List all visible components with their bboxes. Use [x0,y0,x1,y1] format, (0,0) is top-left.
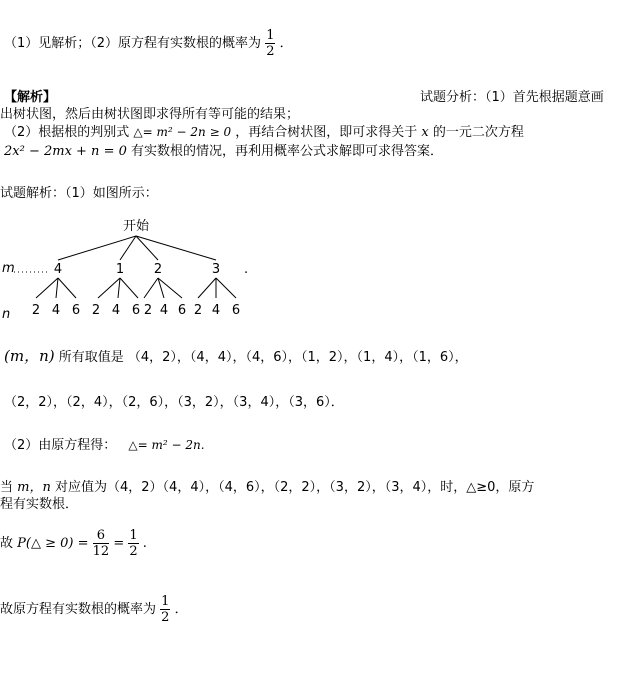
svg-text:6: 6 [71,303,81,318]
svg-text:2: 2 [193,303,203,318]
svg-text:6: 6 [177,303,187,318]
analysis-right-head: 试题分析：（1）首先根据题意画 [420,90,604,105]
answer-prefix: （1）见解析；（2）原方程有实数根的概率为 [4,36,262,51]
svg-text:4: 4 [111,303,121,318]
tree-edge [120,236,136,260]
final-line: 故原方程有实数根的概率为 $\frac{1}{2}$ ． [0,594,188,625]
answer-line [4,28,293,59]
analysis-line1: 出树状图，然后由树状图即求得所有等可能的结果； [0,107,300,122]
tree-edge [58,236,136,260]
analysis-line3: 2x² − 2mx + n = 0 有实数根的情况，再利用概率公式求解即可求得答案． [4,144,444,159]
pairs-line2: （2，2），（2，4），（2，6），（3，2），（3，4），（3，6）． [4,395,344,410]
svg-text:4: 4 [211,303,221,318]
analysis-label: 【解析】 [4,90,57,105]
analysis-line2: （2）根据根的判别式 △= m² − 2n ≥ 0 ，再结合树状图，即可求得关于 x 的一元二次方程 [4,125,524,140]
answer-fraction: $\frac{1}{2}$ [266,28,275,59]
solution-intro: 试题解析：（1）如图所示： [0,186,158,201]
tree-branches [36,278,236,298]
discriminant-math: △= m² − 2n ≥ 0 [133,125,232,139]
svg-text:4: 4 [159,303,169,318]
tree-root: 开始 [122,219,150,234]
final-fraction: $\frac{1}{2}$ [161,594,170,625]
prob-fraction-1: $\frac{6}{12}$ [92,528,110,559]
probability-line: 故 P(△ ≥ 0) = $\frac{6}{12}$ = $\frac{1}{2}$ . [0,528,147,559]
condition-line1: 当 m，n 对应值为（4，2）（4，4），（4，6），（2，2），（3，2），（3，4），时，△≥0，原方 [0,480,535,495]
pairs-math: (m，n) [4,347,55,365]
pairs-line1: (m，n) 所有取值是 （4，2），（4，4），（4，6），（1，2），（1，4），（1，6）， [4,347,468,365]
svg-text:2: 2 [143,303,153,318]
tree-trail: . [244,262,249,277]
part2-line: （2）由原方程得： △= m² − 2n. [4,438,205,453]
svg-text:2: 2 [91,303,101,318]
prob-fraction-2: $\frac{1}{2}$ [129,528,138,559]
svg-text:2: 2 [31,303,41,318]
svg-text:6: 6 [131,303,141,318]
tree-diagram [0,214,270,324]
condition-line2: 程有实数根． [0,497,79,512]
tree-edge [136,236,216,260]
tree-m-value: 2 [153,262,163,277]
tree-m-value: 4 [53,262,63,277]
tree-m-value: 1 [115,262,125,277]
answer-suffix: ． [279,36,293,51]
svg-text:4: 4 [51,303,61,318]
tree-n-label: n [2,307,11,322]
tree-m-label: m [2,261,15,276]
tree-n-values [32,303,240,318]
tree-m-value: 3 [211,262,221,277]
svg-text:6: 6 [231,303,241,318]
part2-math: △= m² − 2n. [128,438,205,452]
equation-math: 2x² − 2mx + n = 0 [4,144,127,159]
